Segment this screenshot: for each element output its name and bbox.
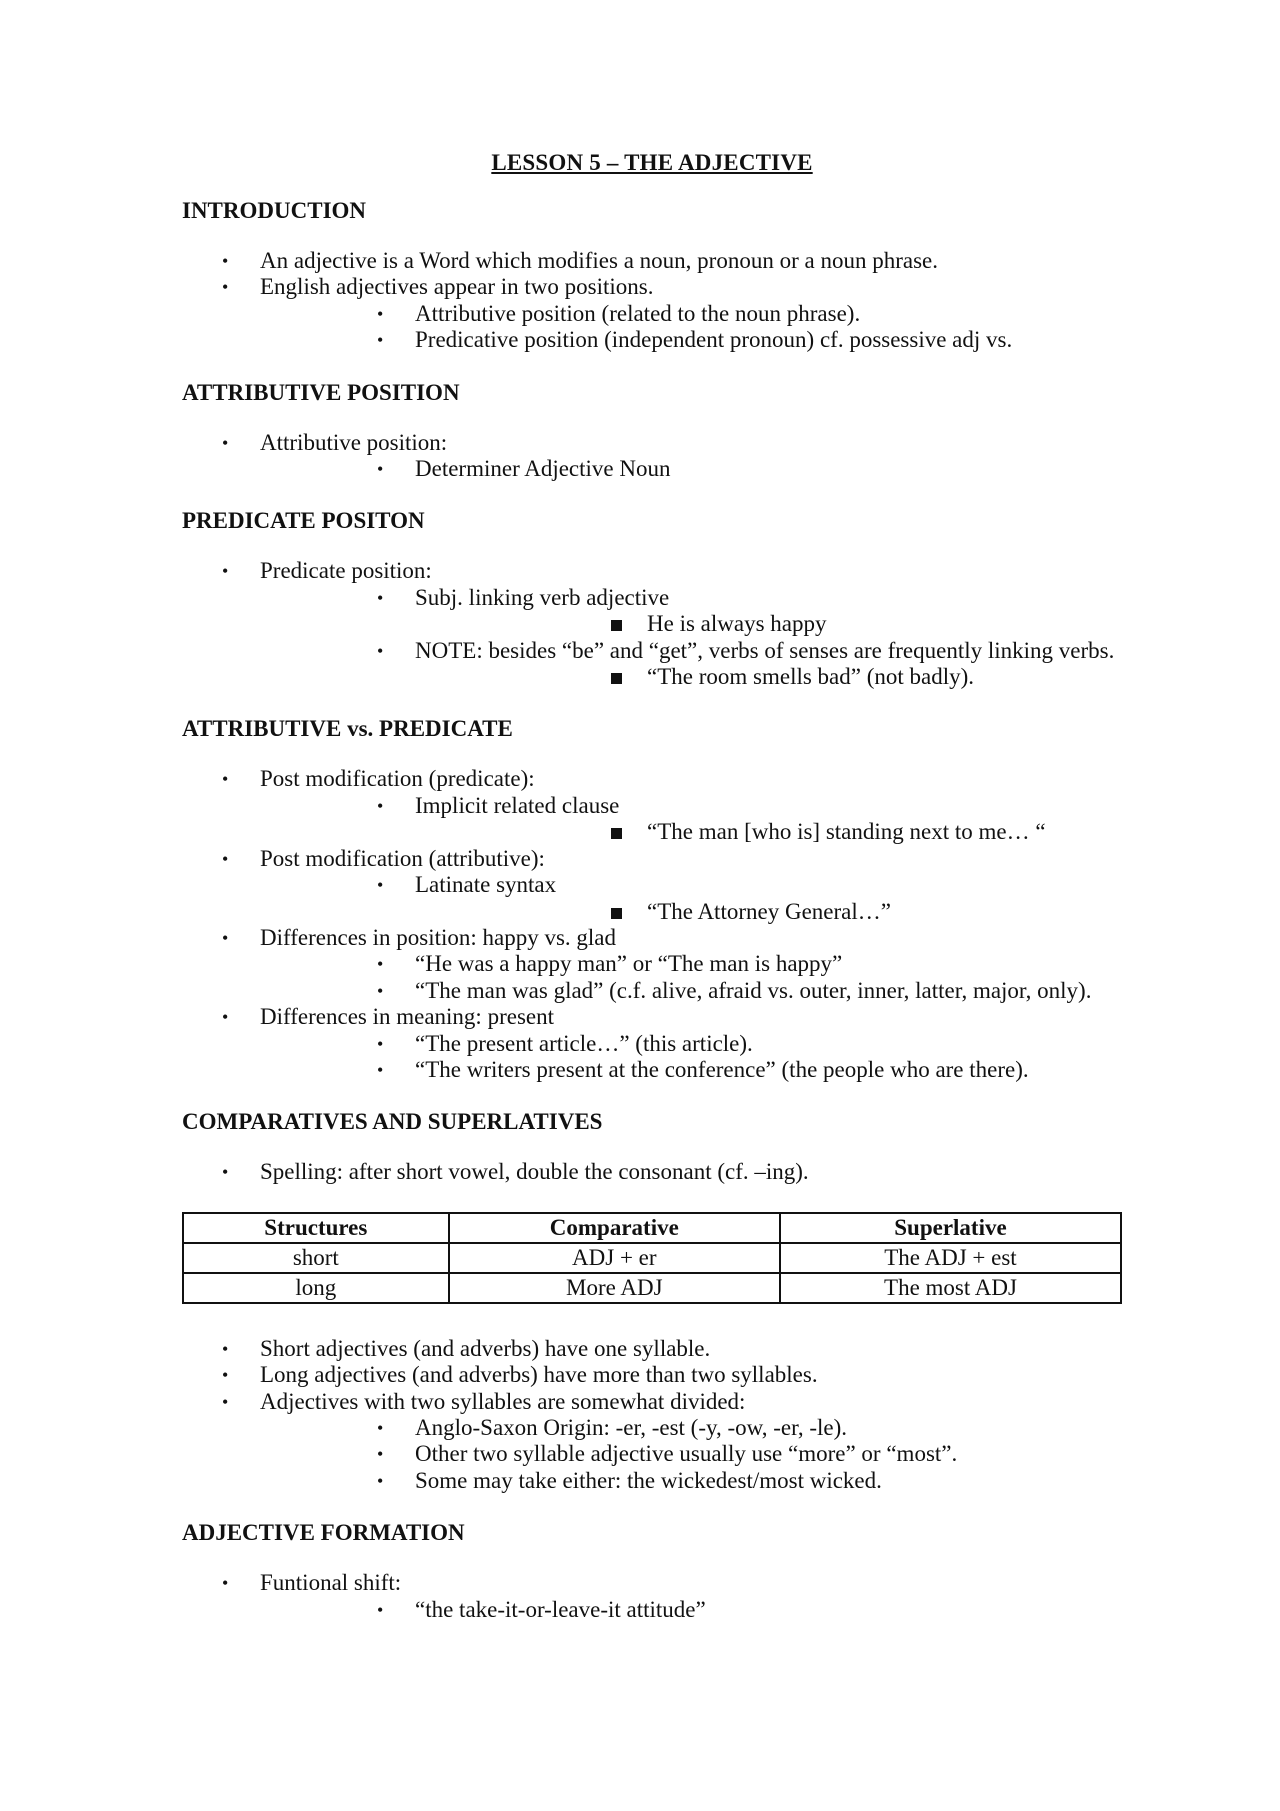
bullet-list xyxy=(182,1336,1122,1494)
section-comparatives-superlatives xyxy=(182,1109,1122,1494)
bullet-icon: • xyxy=(222,1162,229,1183)
list-item: • “the take-it-or-leave-it attitude” xyxy=(377,1596,706,1622)
comparison-table xyxy=(182,1212,1122,1304)
list-item: • Some may take either: the wickedest/most wicked. xyxy=(377,1467,882,1493)
sub-list xyxy=(260,456,1122,482)
bullet-icon: • xyxy=(222,1365,229,1386)
list-item: • Spelling: after short vowel, double the consonant (cf. –ing). xyxy=(222,1159,809,1185)
table-cell: The most ADJ xyxy=(780,1273,1121,1303)
table-header-cell: Structures xyxy=(183,1213,449,1243)
bullet-list xyxy=(182,430,1122,483)
sub-list xyxy=(260,951,1122,1004)
bullet-icon: • xyxy=(377,1470,384,1491)
section-attributive-vs-predicate xyxy=(182,716,1122,1083)
bullet-icon: • xyxy=(377,1059,384,1080)
bullet-icon: • xyxy=(377,980,384,1001)
sub-list xyxy=(260,1597,1122,1623)
bullet-icon: • xyxy=(377,1444,384,1465)
list-item: • Post modification (attributive): • Latinate syntax “The Attorney General…” xyxy=(182,846,1122,925)
bullet-list xyxy=(182,1570,1122,1623)
list-item: • Differences in meaning: present • “The present article…” (this article). • “The writers present at the conference” (the people who are there). xyxy=(182,1004,1122,1083)
section-heading: ATTRIBUTIVE vs. PREDICATE xyxy=(182,716,513,742)
list-item: • English adjectives appear in two positions. • Attributive position (related to the noun phrase). • Predicative position (independent pronoun) cf. possessive adj vs. xyxy=(182,274,1122,353)
bullet-list xyxy=(182,766,1122,1083)
list-item: • Subj. linking verb adjective He is always happy xyxy=(260,585,1122,638)
list-item: • Differences in position: happy vs. glad • “He was a happy man” or “The man is happy” • “The man was glad” (c.f. alive, afraid vs. outer, inner, latter, major, only). xyxy=(182,925,1122,1004)
bullet-icon: • xyxy=(377,587,384,608)
sub-list xyxy=(260,872,1122,925)
bullet-list xyxy=(182,248,1122,354)
bullet-icon: • xyxy=(377,1417,384,1438)
table-row xyxy=(183,1273,1121,1303)
list-item: “The Attorney General…” xyxy=(415,899,1122,925)
list-item: • Latinate syntax “The Attorney General…” xyxy=(260,872,1122,925)
section-attributive-position xyxy=(182,380,1122,483)
sub-sub-list xyxy=(415,664,1122,690)
bullet-icon: • xyxy=(222,432,229,453)
list-item: • Predicate position: • Subj. linking verb adjective He is always happy • NOTE: besides “be” and “get”, verbs of senses are frequently linking verbs. “The room smells bad” (not badly). xyxy=(182,558,1122,690)
bullet-list xyxy=(182,1159,1122,1185)
bullet-icon: • xyxy=(377,875,384,896)
list-item: “The man [who is] standing next to me… “ xyxy=(415,819,1122,845)
bullet-icon: • xyxy=(222,848,229,869)
table-cell: ADJ + er xyxy=(449,1243,780,1273)
sub-list xyxy=(260,1415,1122,1494)
square-bullet-icon xyxy=(611,673,622,684)
square-bullet-icon xyxy=(611,620,622,631)
bullet-icon: • xyxy=(377,330,384,351)
list-item: He is always happy xyxy=(415,611,1122,637)
list-item: • Long adjectives (and adverbs) have more than two syllables. xyxy=(222,1362,818,1388)
bullet-icon: • xyxy=(377,640,384,661)
list-item: • An adjective is a Word which modifies a noun, pronoun or a noun phrase. xyxy=(222,248,938,273)
sub-list xyxy=(260,585,1122,691)
bullet-icon: • xyxy=(222,1573,229,1594)
list-item: • “The writers present at the conference” (the people who are there). xyxy=(377,1056,1029,1082)
list-item: • “The present article…” (this article). xyxy=(377,1030,753,1056)
section-heading: PREDICATE POSITON xyxy=(182,508,425,534)
bullet-icon: • xyxy=(377,1599,384,1620)
document-page xyxy=(182,150,1122,1649)
list-item: “The room smells bad” (not badly). xyxy=(415,664,1122,690)
list-item: • Adjectives with two syllables are somewhat divided: • Anglo-Saxon Origin: -er, -est (-y, -ow, -er, -le). • Other two syllable adjective usually use “more” or “most”. • Some may take either: the wickedest/most wicked. xyxy=(182,1389,1122,1495)
section-adjective-formation xyxy=(182,1520,1122,1623)
sub-list xyxy=(260,301,1122,354)
list-item: • Funtional shift: • “the take-it-or-leave-it attitude” xyxy=(182,1570,1122,1623)
table-cell: long xyxy=(183,1273,449,1303)
bullet-icon: • xyxy=(222,251,229,271)
bullet-icon: • xyxy=(222,1391,229,1412)
table-cell: short xyxy=(183,1243,449,1273)
list-item: • Other two syllable adjective usually use “more” or “most”. xyxy=(377,1441,958,1467)
section-heading: COMPARATIVES AND SUPERLATIVES xyxy=(182,1109,603,1135)
bullet-icon: • xyxy=(377,303,384,324)
table-header-cell: Superlative xyxy=(780,1213,1121,1243)
bullet-list xyxy=(182,558,1122,690)
list-item: • NOTE: besides “be” and “get”, verbs of senses are frequently linking verbs. “The room smells bad” (not badly). xyxy=(260,638,1122,691)
section-heading: ATTRIBUTIVE POSITION xyxy=(182,379,460,405)
table-header-row xyxy=(183,1213,1121,1243)
bullet-icon: • xyxy=(377,459,384,480)
square-bullet-icon xyxy=(611,908,622,919)
bullet-icon: • xyxy=(222,1338,229,1359)
bullet-icon: • xyxy=(377,795,384,816)
bullet-icon: • xyxy=(377,954,384,975)
list-item: • Anglo-Saxon Origin: -er, -est (-y, -ow, -er, -le). xyxy=(377,1414,848,1440)
list-item: • Attributive position: • Determiner Adjective Noun xyxy=(182,430,1122,483)
list-item: • Implicit related clause “The man [who is] standing next to me… “ xyxy=(260,793,1122,846)
bullet-icon: • xyxy=(222,927,229,948)
table-cell: More ADJ xyxy=(449,1273,780,1303)
list-item: • Post modification (predicate): • Implicit related clause “The man [who is] standing next to me… “ xyxy=(182,766,1122,845)
table-cell: The ADJ + est xyxy=(780,1243,1121,1273)
sub-list xyxy=(260,1031,1122,1084)
sub-sub-list xyxy=(415,611,1122,637)
bullet-icon: • xyxy=(377,1033,384,1054)
section-heading: ADJECTIVE FORMATION xyxy=(182,1520,465,1546)
list-item: • Short adjectives (and adverbs) have one syllable. xyxy=(222,1335,711,1361)
list-item: • “The man was glad” (c.f. alive, afraid vs. outer, inner, latter, major, only). xyxy=(377,977,1092,1003)
square-bullet-icon xyxy=(611,828,622,839)
bullet-icon: • xyxy=(222,561,229,582)
list-item: • Attributive position (related to the noun phrase). xyxy=(377,300,861,326)
table-header-cell: Comparative xyxy=(449,1213,780,1243)
bullet-icon: • xyxy=(222,1007,229,1028)
table-row xyxy=(183,1243,1121,1273)
bullet-icon: • xyxy=(222,277,229,298)
section-introduction xyxy=(182,198,1122,354)
page-title: LESSON 5 – THE ADJECTIVE xyxy=(491,150,813,175)
section-predicate-position xyxy=(182,508,1122,690)
sub-sub-list xyxy=(415,819,1122,845)
list-item: • Predicative position (independent pronoun) cf. possessive adj vs. xyxy=(377,327,1013,353)
list-item: • “He was a happy man” or “The man is happy” xyxy=(377,951,843,977)
section-heading: INTRODUCTION xyxy=(182,198,367,223)
bullet-icon: • xyxy=(222,769,229,790)
sub-sub-list xyxy=(415,899,1122,925)
list-item: • Determiner Adjective Noun xyxy=(377,456,671,482)
sub-list xyxy=(260,793,1122,846)
